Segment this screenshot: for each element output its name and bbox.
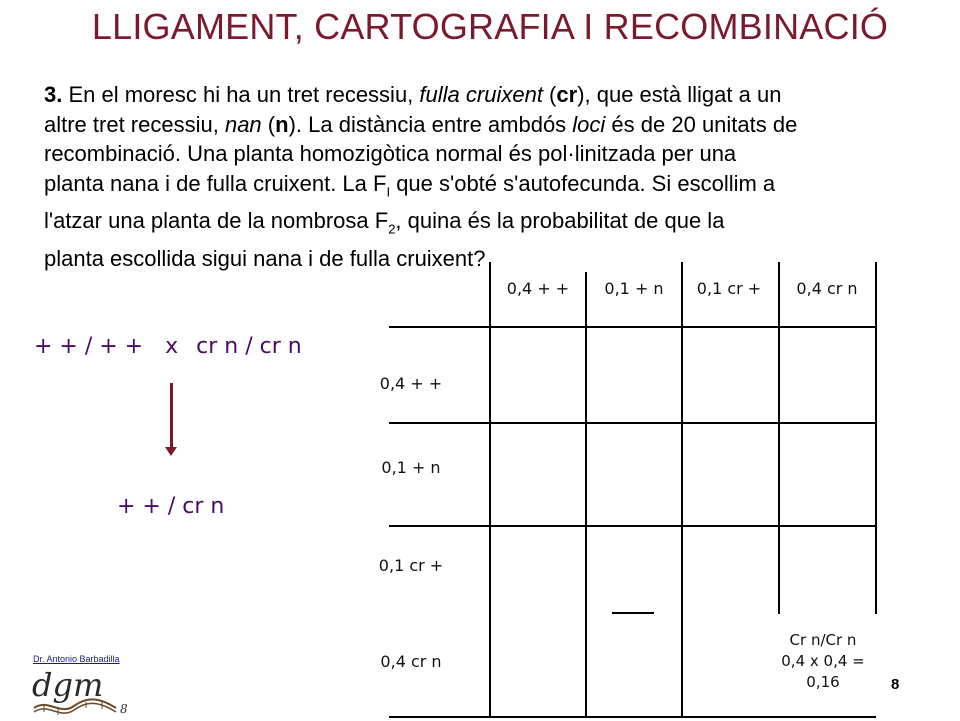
slide-title: LLIGAMENT, CARTOGRAFIA I RECOMBINACIÓ [91,6,889,47]
cross-symbol: x [165,334,179,359]
grid-hline-4 [612,612,654,614]
problem-line-5: l'atzar una planta de la nombrosa $F_2$, quina és la probabilitat de que la [44,208,725,237]
row-gamete-3: 0,1 cr + [378,556,444,575]
row-gamete-2: 0,1 + n [381,458,441,477]
grid-vline-1 [489,262,491,718]
arrow-head-icon [165,447,177,456]
grid-hline-5 [389,716,876,718]
problem-line-4: planta nana i de fulla cruixent. La $F_I$ que s'obté s'autofecunda. Si escollim a [44,170,776,199]
grid-vline-3 [681,262,683,718]
dgm-logo [30,668,122,721]
col-gamete-2: 0,1 + n [604,279,664,298]
grid-vline-4 [778,262,780,614]
logo-slide-number: 8 [120,702,128,716]
col-gamete-1: 0,4 + + [506,279,570,298]
grid-vline-2 [585,272,587,718]
problem-number: 3. [44,82,63,107]
problem-statement [44,80,956,274]
grid-hline-2 [389,422,876,424]
col-gamete-4: 0,4 cr n [796,279,858,298]
f1-genotype: + + / cr n [117,494,225,519]
row-gamete-1: 0,4 + + [379,374,443,393]
svg-text:dgm: dgm [32,668,104,704]
problem-line-2: altre tret recessiu, nan (n). La distància entre ambdós loci és de 20 unitats de [44,111,798,137]
grid-vline-5 [875,262,877,614]
author-link[interactable]: Dr. Antonio Barbadilla [33,654,120,664]
grid-hline-3 [389,525,876,527]
problem-line-6: planta escollida sigui nana i de fulla cruixent? [44,246,486,272]
parent-1-genotype: + + / + + [34,334,144,359]
parent-2-genotype: cr n / cr n [196,334,302,359]
col-gamete-3: 0,1 cr + [696,279,762,298]
problem-line-1: 3. En el moresc hi ha un tret recessiu, fulla cruixent (cr), que està lligat a un [44,82,782,107]
row-gamete-4: 0,4 cr n [380,652,442,671]
dgm-logo-icon [30,668,122,716]
parental-cross [34,334,302,359]
grid-hline-1 [389,326,876,328]
problem-line-3: recombinació. Una planta homozigòtica normal és pol·linitzada per una [44,141,737,166]
page-number: 8 [891,676,900,693]
double-recessive-result: Cr n/Cr n 0,4 x 0,4 = 0,16 [781,631,865,691]
down-arrow-icon [170,383,173,450]
